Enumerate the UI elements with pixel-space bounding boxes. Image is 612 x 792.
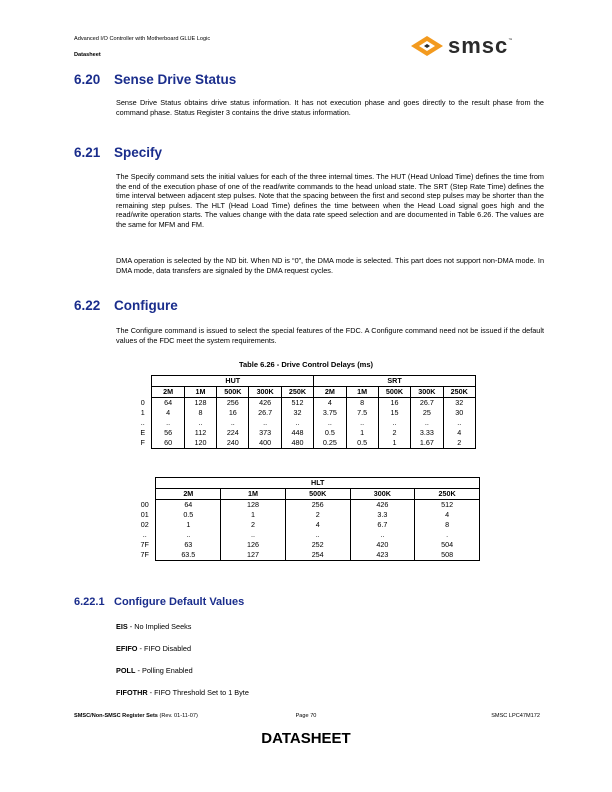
table-row: 01 0.5 1 2 3.3 4 [134,510,480,520]
heading-6-21: 6.21 Specify [74,145,163,160]
table-row: 2M 1M 500K 300K 250K 2M 1M 500K 300K 250K [134,387,476,398]
table-row: .. .. .. .. .. . [134,530,480,540]
heading-6-20: 6.20 Sense Drive Status [74,72,237,87]
para-sense-drive-status: Sense Drive Status obtains drive status information. It has not execution phase and goes directly to the result phase from the command phase. Status Register 3 contains the drive status information. [116,98,544,117]
para-configure: The Configure command is issued to select the special features of the FDC. A Configure command need not be issued if the default values of the FDC meet the system requirements. [116,326,544,345]
smsc-logo-icon [410,35,444,57]
hut-header: HUT [152,376,314,387]
footer-page-number: Page 70 [295,713,317,719]
default-eis: EIS - No Implied Seeks [116,622,192,631]
table-row: .. .. .. .. .. .. .. .. .. .. .. [134,418,476,428]
default-poll: POLL - Polling Enabled [116,666,193,675]
table-row: 02 1 2 4 6.7 8 [134,520,480,530]
heading-6-22: 6.22 Configure [74,298,178,313]
delay-table-hut-srt [134,375,476,449]
header-doc-title: Advanced I/O Controller with Motherboard GLUE Logic [74,36,211,42]
table-row: 2M 1M 500K 300K 250K [134,489,480,500]
smsc-logo [410,34,560,58]
table-row: 00 64 128 256 426 512 [134,500,480,511]
hlt-header: HLT [156,478,480,489]
table-row: 1 4 8 16 26.7 32 3.75 7.5 15 25 30 [134,408,476,418]
header-doc-type: Datasheet [74,52,101,58]
para-specify-1: The Specify command sets the initial values for each of the three internal times. The HUT (Head Unload Time) defines the time from the end of the execution phase of one of the read/write commands to the head unload state. The SRT (Step Rate Time) defines the time interval between adjacent step pulses. Note that the spacing between the first and second step pulses may be shorter than the remaining step pulses. The HLT (Head Load Time) defines the time between when the Head Load signal goes high and the read/write operation starts. The values change with the data rate speed selection and are documented in Table 6.26. The values are the same for MFM and FM. [116,172,544,229]
default-efifo: EFIFO - FIFO Disabled [116,644,192,653]
footer-left: SMSC/Non-SMSC Register Sets (Rev. 01-11-07) [74,713,198,719]
table-row: E 56 112 224 373 448 0.5 1 2 3.33 4 [134,428,476,438]
delay-table-hlt [134,477,480,561]
logo-wordmark: smsc [448,33,509,58]
footer-part-number: SMSC LPC47M172 [491,713,540,719]
table-row: F 60 120 240 400 480 0.25 0.5 1 1.67 2 [134,438,476,449]
para-specify-2: DMA operation is selected by the ND bit. When ND is “0”, the DMA mode is selected. This part does not support non-DMA mode. In DMA mode, data transfers are signaled by the DMA request cycles. [116,256,544,275]
table-row: 0 64 128 256 426 512 4 8 16 26.7 32 [134,398,476,409]
table-row: 7F 63.5 127 254 423 508 [134,550,480,561]
logo-trademark: ™ [508,36,513,42]
default-fifothr: FIFOTHR - FIFO Threshold Set to 1 Byte [116,688,249,697]
table-caption: Table 6.26 - Drive Control Delays (ms) [238,360,374,369]
srt-header: SRT [314,376,476,387]
table-row: 7F 63 126 252 420 504 [134,540,480,550]
footer-datasheet: DATASHEET [261,730,351,747]
heading-6-22-1: 6.22.1 Configure Default Values [74,596,245,608]
